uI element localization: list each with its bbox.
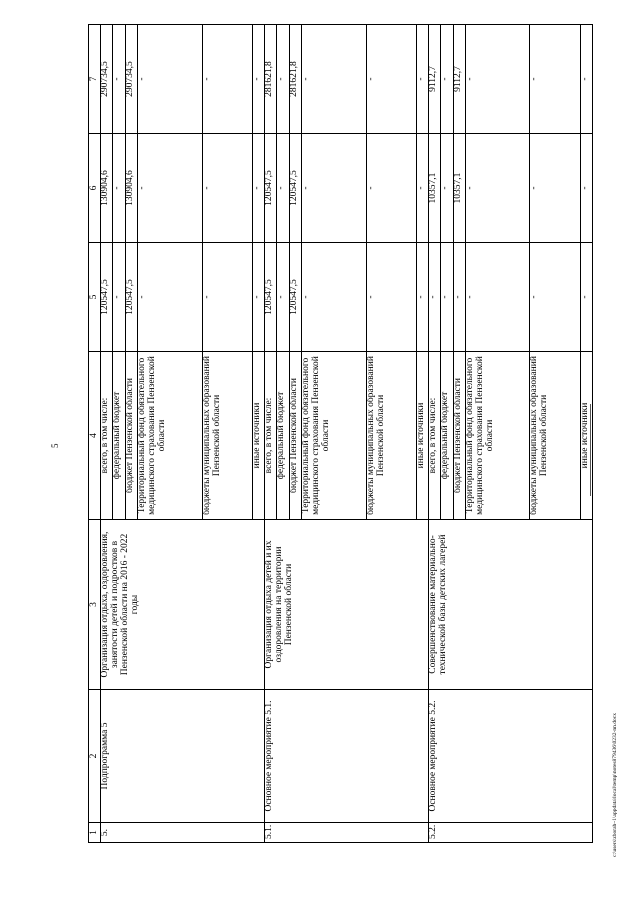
value-cell: 10357,1 (453, 134, 465, 243)
value-cell: 9112,7 (429, 25, 441, 134)
funding-source: бюджеты муниципальных образований Пензенской области (366, 352, 416, 520)
funding-source: бюджеты муниципальных образований Пензенской области (202, 352, 252, 520)
header-cell: 4 (89, 352, 101, 520)
value-cell: - (441, 243, 453, 352)
value-cell: - (580, 25, 592, 134)
value-cell: - (416, 243, 428, 352)
value-cell: 120547,5 (265, 134, 277, 243)
row-description: Организация отдыха, оздоровления, занятости детей и подростков в Пензенской области на 2016 - 2022 годы (101, 520, 265, 690)
value-cell: - (453, 243, 465, 352)
funding-source: Территориальный фонд обязательного медицинского страхования Пензенской области (138, 352, 203, 520)
header-cell: 6 (89, 134, 101, 243)
value-cell: 120547,5 (101, 243, 113, 352)
value-cell: - (301, 134, 366, 243)
value-cell: - (113, 243, 125, 352)
value-cell: - (113, 134, 125, 243)
value-cell: - (465, 25, 530, 134)
row-number: 5.1. (265, 823, 429, 843)
value-cell: - (580, 134, 592, 243)
row-description: Совершенствование материально-технической базы детских лагерей (429, 520, 593, 690)
value-cell: - (366, 25, 416, 134)
value-cell: - (530, 243, 580, 352)
funding-source: федеральный бюджет (441, 352, 453, 520)
value-cell: 130904,6 (125, 134, 137, 243)
value-cell: 120547,5 (289, 243, 301, 352)
value-cell: 120547,5 (289, 134, 301, 243)
value-cell: 290734,5 (101, 25, 113, 134)
rotated-table-container (88, 29, 593, 843)
row-description: Организация отдыха детей и их оздоровления на территории Пензенской области (265, 520, 429, 690)
footnote-separator (590, 404, 591, 496)
budget-table (88, 24, 593, 843)
header-cell: 5 (89, 243, 101, 352)
value-cell: - (530, 134, 580, 243)
value-cell: - (202, 25, 252, 134)
value-cell: - (366, 134, 416, 243)
value-cell: 281621,8 (289, 25, 301, 134)
funding-source: бюджет Пензенской области (289, 352, 301, 520)
header-cell: 3 (89, 520, 101, 690)
header-cell: 2 (89, 690, 101, 823)
value-cell: - (252, 243, 264, 352)
value-cell: - (138, 243, 203, 352)
value-cell: - (465, 134, 530, 243)
funding-source: всего, в том числе: (265, 352, 277, 520)
funding-source: Территориальный фонд обязательного медицинского страхования Пензенской области (301, 352, 366, 520)
value-cell: - (530, 25, 580, 134)
value-cell: - (441, 134, 453, 243)
header-cell: 7 (89, 25, 101, 134)
value-cell: - (252, 25, 264, 134)
value-cell: - (138, 134, 203, 243)
value-cell: - (277, 134, 289, 243)
header-row (89, 25, 101, 843)
file-path-footer: c:\users\zborah~1\appdata\local\temp\notes879436\0232-nn.docx (612, 713, 618, 857)
value-cell: 130904,6 (101, 134, 113, 243)
value-cell: - (113, 25, 125, 134)
funding-source: всего, в том числе: (429, 352, 441, 520)
value-cell: - (202, 243, 252, 352)
row-name: Основное мероприятие 5.1. (265, 690, 429, 823)
value-cell: 281621,8 (265, 25, 277, 134)
funding-source: иные источники (252, 352, 264, 520)
row-number: 5.2. (429, 823, 593, 843)
value-cell: - (580, 243, 592, 352)
funding-source: бюджеты муниципальных образований Пензенской области (530, 352, 580, 520)
value-cell: - (441, 25, 453, 134)
value-cell: - (301, 25, 366, 134)
value-cell: 290734,5 (125, 25, 137, 134)
value-cell: - (301, 243, 366, 352)
value-cell: - (277, 25, 289, 134)
value-cell: 120547,5 (125, 243, 137, 352)
value-cell: - (202, 134, 252, 243)
value-cell: - (416, 134, 428, 243)
funding-source: иные источники (416, 352, 428, 520)
funding-source: бюджет Пензенской области (453, 352, 465, 520)
value-cell: - (465, 243, 530, 352)
row-number: 5. (101, 823, 265, 843)
value-cell: - (416, 25, 428, 134)
header-cell: 1 (89, 823, 101, 843)
value-cell: - (138, 25, 203, 134)
value-cell: 10357,1 (429, 134, 441, 243)
value-cell: - (366, 243, 416, 352)
funding-source: федеральный бюджет (113, 352, 125, 520)
funding-source: бюджет Пензенской области (125, 352, 137, 520)
value-cell: - (252, 134, 264, 243)
funding-source: Территориальный фонд обязательного медицинского страхования Пензенской области (465, 352, 530, 520)
value-cell: 120547,5 (265, 243, 277, 352)
funding-source: всего, в том числе: (101, 352, 113, 520)
row-name: Основное мероприятие 5.2. (429, 690, 593, 823)
funding-source: федеральный бюджет (277, 352, 289, 520)
page-number: 5 (50, 443, 60, 448)
value-cell: - (277, 243, 289, 352)
row-name: Подпрограмма 5 (101, 690, 265, 823)
funding-source: иные источники (580, 352, 592, 520)
value-cell: 9112,7 (453, 25, 465, 134)
value-cell: - (429, 243, 441, 352)
table-row (429, 25, 441, 843)
